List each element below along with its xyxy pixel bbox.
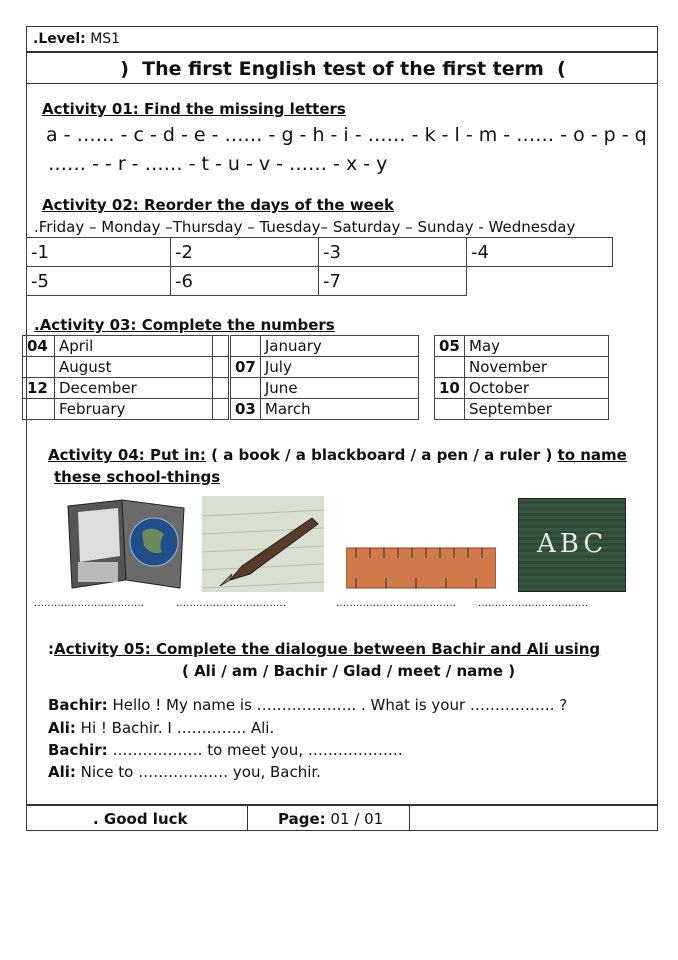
activity4-line2: these school-things xyxy=(54,468,221,486)
dialogue-text[interactable]: Hi ! Bachir. I ………….. Ali. xyxy=(75,719,275,737)
month-cell: November xyxy=(465,357,609,378)
number-cell[interactable] xyxy=(23,357,55,378)
number-cell: 07 xyxy=(231,357,261,378)
number-cell[interactable] xyxy=(435,357,465,378)
book-image xyxy=(62,496,192,592)
speaker: Ali: xyxy=(48,763,76,781)
day-cell[interactable]: 6- xyxy=(171,267,319,296)
dialogue-text[interactable]: ……………… to meet you, ………………. xyxy=(107,741,403,759)
title-row xyxy=(26,52,658,84)
activity4-tail: to name xyxy=(557,446,627,464)
number-cell: 04 xyxy=(23,336,55,357)
answer-line[interactable]: …………………………… xyxy=(34,598,144,609)
footer-cell-mid xyxy=(247,805,410,831)
activity2-heading: Activity 02: Reorder the days of the week xyxy=(42,196,395,214)
month-cell: February xyxy=(55,399,213,420)
month-cell: September xyxy=(465,399,609,420)
answer-line[interactable]: …………………………… xyxy=(478,598,588,609)
activity1-heading: Activity 01: Find the missing letters xyxy=(42,100,346,118)
day-cell[interactable]: 2- xyxy=(171,238,319,267)
month-cell: December xyxy=(55,378,213,399)
numbers-table-2 xyxy=(230,335,419,420)
number-cell[interactable] xyxy=(23,399,55,420)
number-cell: 12 xyxy=(23,378,55,399)
speaker: Bachir: xyxy=(48,696,108,714)
level-label: .Level: xyxy=(33,31,86,47)
month-cell: May xyxy=(465,336,609,357)
month-cell: July xyxy=(260,357,418,378)
dialogue-line xyxy=(48,719,274,737)
page-value: 01 / 01 xyxy=(330,810,384,828)
month-cell: October xyxy=(465,378,609,399)
month-cell: August xyxy=(55,357,213,378)
number-cell: 03 xyxy=(231,399,261,420)
month-cell: April xyxy=(55,336,213,357)
number-cell[interactable] xyxy=(435,399,465,420)
level-row xyxy=(26,26,658,52)
numbers-table-1 xyxy=(22,335,229,420)
pen-image xyxy=(202,496,324,592)
number-cell[interactable] xyxy=(231,336,261,357)
blackboard-image xyxy=(518,498,626,592)
days-answer-table xyxy=(26,237,613,296)
day-cell[interactable]: 5- xyxy=(27,267,171,296)
good-luck: . Good luck xyxy=(93,810,188,828)
number-cell: 05 xyxy=(435,336,465,357)
activity5-heading: Activity 05: Complete the dialogue between Bachir and Ali using xyxy=(54,640,601,658)
speaker: Ali: xyxy=(48,719,76,737)
day-cell[interactable]: 3- xyxy=(319,238,467,267)
day-cell[interactable]: 7- xyxy=(319,267,467,296)
answer-line[interactable]: …………………………… xyxy=(176,598,286,609)
alphabet-line-2: …… - - r - …… - t - u - v - …… - x - y xyxy=(48,153,388,175)
activity3-heading: .Activity 03: Complete the numbers xyxy=(34,316,335,334)
page-label: Page: xyxy=(278,810,326,828)
month-cell: March xyxy=(260,399,418,420)
month-cell: June xyxy=(260,378,418,399)
dialogue-line xyxy=(48,696,567,714)
activity5-words: ( Ali / am / Bachir / Glad / meet / name ) xyxy=(182,662,516,680)
activity5-prefix: : xyxy=(48,640,54,658)
dialogue-text[interactable]: Nice to ……………… you, Bachir. xyxy=(75,763,321,781)
activity4-items: ( a book / a blackboard / a pen / a ruler ) xyxy=(211,446,553,464)
page-title: The first English test of the first term xyxy=(142,58,544,80)
title-right-paren: ( xyxy=(557,58,566,80)
number-cell[interactable] xyxy=(231,378,261,399)
number-cell: 10 xyxy=(435,378,465,399)
numbers-table-3 xyxy=(434,335,609,420)
dialogue-text[interactable]: Hello ! My name is ……………….. . What is your …………….. ? xyxy=(107,696,568,714)
ruler-image xyxy=(346,546,496,592)
day-cell[interactable]: 1- xyxy=(27,238,171,267)
level-value: MS1 xyxy=(90,31,121,47)
activity4-heading: Activity 04: Put in: xyxy=(48,446,206,464)
blackboard-text: ABC xyxy=(537,529,608,559)
alphabet-line-1: a - …… - c - d - e - …… - g - h - i - …… - k - l - m - …… - o - p - q xyxy=(46,124,647,146)
day-cell[interactable]: 4- xyxy=(467,238,613,267)
dialogue-line xyxy=(48,741,403,759)
month-cell: January xyxy=(260,336,418,357)
dialogue-line xyxy=(48,763,321,781)
days-list: .Friday – Monday –Thursday – Tuesday– Saturday – Sunday - Wednesday xyxy=(34,218,576,236)
title-left-paren: ) xyxy=(120,58,129,80)
answer-line[interactable]: ……………………………… xyxy=(336,598,456,609)
speaker: Bachir: xyxy=(48,741,108,759)
footer-cell-left xyxy=(26,805,248,831)
